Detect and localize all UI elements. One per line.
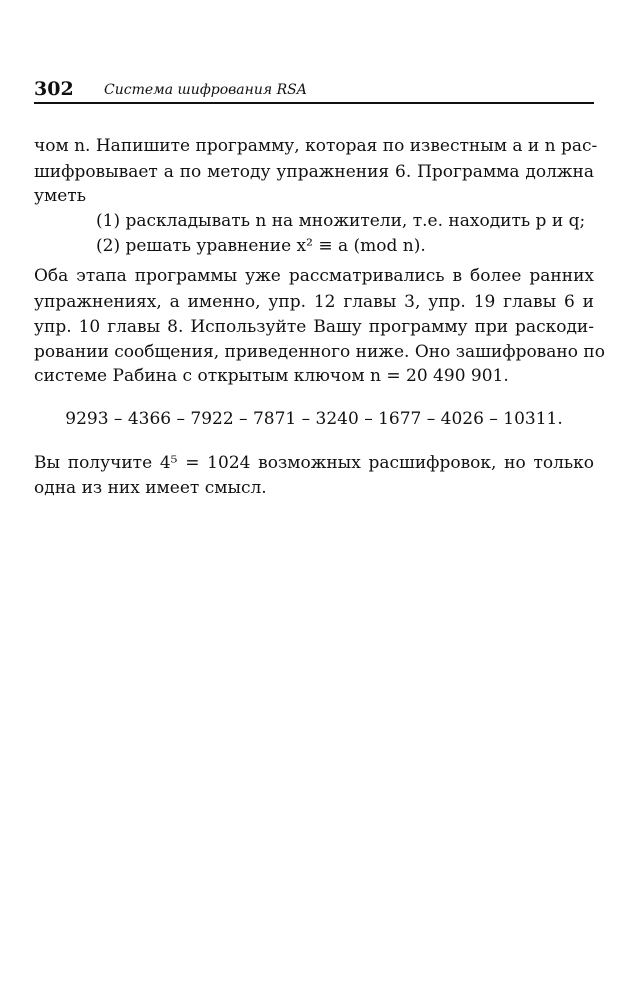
paragraph-2-line-1: Оба этапа программы уже рассматривались в более ранних (34, 266, 594, 286)
running-title: Система шифрования RSA (104, 82, 307, 98)
page-number: 302 (34, 78, 74, 100)
paragraph-2-line-2: упражнениях, а именно, упр. 12 главы 3, упр. 19 главы 6 и (34, 292, 594, 312)
paragraph-1-line-3: уметь (34, 186, 86, 206)
list-item-1: (1) раскладывать n на множители, т.е. находить p и q; (96, 211, 586, 231)
paragraph-3-line-1: Вы получите 4⁵ = 1024 возможных расшифровок, но только (34, 453, 594, 473)
running-header (34, 74, 594, 104)
paragraph-3-line-2: одна из них имеет смысл. (34, 478, 267, 498)
paragraph-2-line-5: системе Рабина с открытым ключом n = 20 490 901. (34, 366, 509, 386)
paragraph-1-line-2: шифровывает a по методу упражнения 6. Программа должна (34, 162, 594, 182)
paragraph-2-line-3: упр. 10 главы 8. Используйте Вашу программу при раскоди- (34, 317, 594, 337)
paragraph-1-line-1: чом n. Напишите программу, которая по известным a и n рас- (34, 136, 598, 156)
ciphertext-sequence: 9293 – 4366 – 7922 – 7871 – 3240 – 1677 – 4026 – 10311. (65, 409, 563, 429)
list-item-2: (2) решать уравнение x² ≡ a (mod n). (96, 236, 426, 256)
paragraph-2-line-4: ровании сообщения, приведенного ниже. Оно зашифровано по (34, 342, 605, 362)
